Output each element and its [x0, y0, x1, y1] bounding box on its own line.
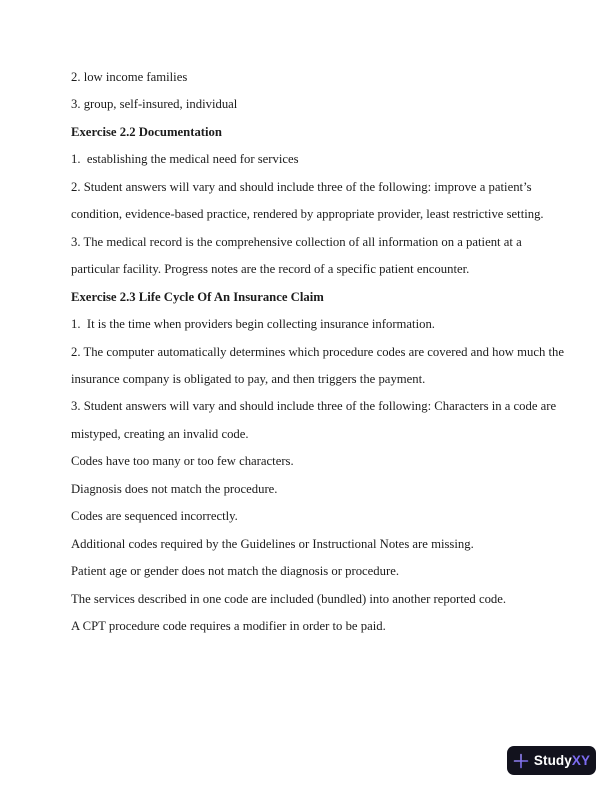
- text-line: The services described in one code are included (bundled) into another reported code.: [71, 591, 507, 606]
- logo-wordmark: [534, 754, 590, 768]
- text-line: Diagnosis does not match the procedure.: [71, 481, 278, 496]
- section-heading: Exercise 2.3 Life Cycle Of An Insurance Claim: [71, 289, 324, 304]
- document-text-block: [71, 64, 564, 641]
- text-line: 3. group, self-insured, individual: [71, 97, 238, 112]
- text-line: 2. Student answers will vary and should include three of the following: improve a patient’s: [71, 179, 532, 194]
- text-line: particular facility. Progress notes are the record of a specific patient encounter.: [71, 262, 470, 277]
- text-line: 1. It is the time when providers begin collecting insurance information.: [71, 317, 435, 332]
- section-heading: Exercise 2.2 Documentation: [71, 124, 222, 139]
- text-line: 3. The medical record is the comprehensive collection of all information on a patient at a: [71, 234, 522, 249]
- logo-text-primary: Study: [533, 752, 572, 768]
- text-line: 1. establishing the medical need for services: [71, 152, 299, 167]
- plus-icon: [513, 753, 529, 769]
- text-line: A CPT procedure code requires a modifier in order to be paid.: [71, 619, 386, 634]
- logo-text-accent: XY: [571, 752, 591, 768]
- text-line: Codes are sequenced incorrectly.: [71, 509, 238, 524]
- text-line: condition, evidence-based practice, rendered by appropriate provider, least restrictive setting.: [71, 207, 544, 222]
- text-line: mistyped, creating an invalid code.: [71, 426, 249, 441]
- text-line: 3. Student answers will vary and should include three of the following: Characters in a code are: [71, 399, 557, 414]
- text-line: insurance company is obligated to pay, and then triggers the payment.: [71, 371, 426, 386]
- studyxy-logo-badge: [507, 746, 596, 775]
- text-line: Additional codes required by the Guidelines or Instructional Notes are missing.: [71, 536, 474, 551]
- text-line: Patient age or gender does not match the diagnosis or procedure.: [71, 564, 400, 579]
- text-line: 2. low income families: [71, 70, 188, 84]
- text-line: 2. The computer automatically determines which procedure codes are covered and how much the: [71, 344, 564, 359]
- text-line: Codes have too many or too few characters.: [71, 454, 294, 469]
